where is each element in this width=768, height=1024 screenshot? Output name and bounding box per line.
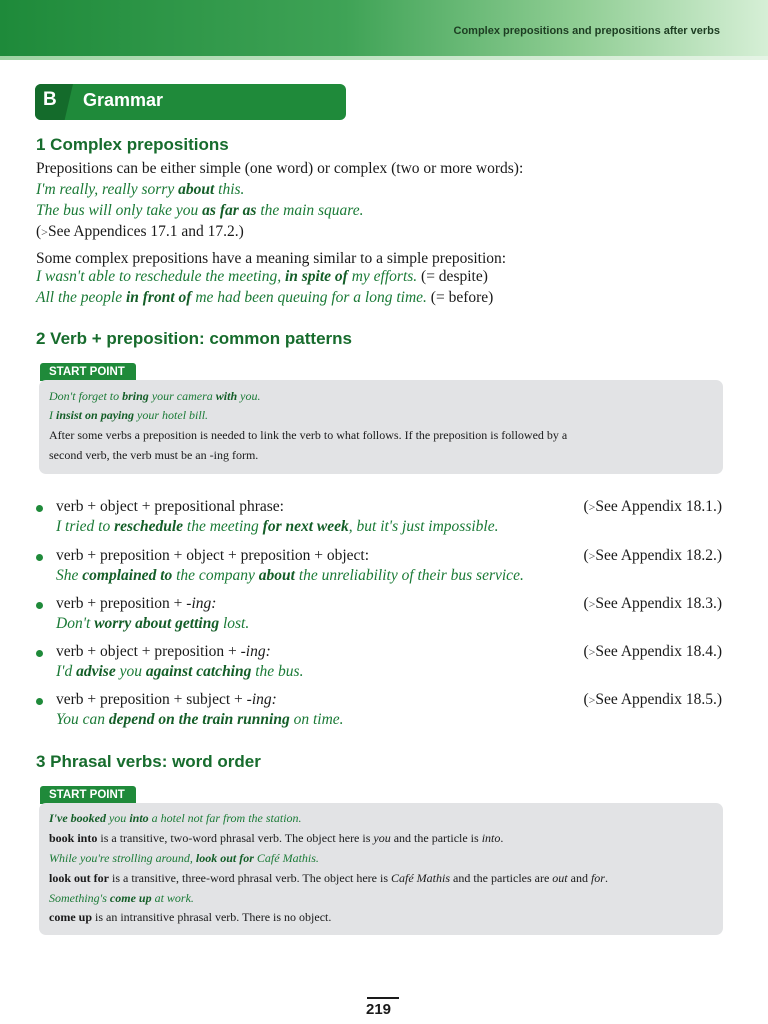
- pattern-5-example: You can depend on the train running on time.: [56, 711, 344, 728]
- pattern-5: verb + preposition + subject + -ing:: [56, 691, 277, 708]
- section-banner: [35, 84, 346, 120]
- section-title: Grammar: [83, 90, 164, 110]
- pattern-1-ref: (>See Appendix 18.1.): [583, 498, 722, 515]
- s1-example-3: I wasn't able to reschedule the meeting, in spite of my efforts. (= despite): [36, 268, 488, 285]
- start-point-box: [39, 380, 723, 474]
- box-example-1: I've booked you into a hotel not far from the station.: [49, 811, 302, 825]
- s1-example-2: The bus will only take you as far as the main square.: [36, 202, 364, 219]
- bullet-icon: [36, 650, 43, 657]
- arrow-icon: >: [588, 597, 596, 611]
- arrow-icon: >: [588, 500, 596, 514]
- s1-intro-2: Some complex prepositions have a meaning similar to a simple preposition:: [36, 250, 507, 267]
- bullet-icon: [36, 505, 43, 512]
- start-point-box: [39, 803, 723, 935]
- heading-phrasal-verbs: 3 Phrasal verbs: word order: [36, 752, 261, 771]
- heading-complex-prepositions: 1 Complex prepositions: [36, 135, 229, 154]
- pattern-4: verb + object + preposition + -ing:: [56, 643, 271, 660]
- pattern-4-example: I'd advise you against catching the bus.: [56, 663, 304, 680]
- section-letter: B: [43, 89, 57, 110]
- heading-verb-preposition: 2 Verb + preposition: common patterns: [36, 329, 352, 348]
- header-band-edge: [0, 56, 768, 60]
- bullet-icon: [36, 602, 43, 609]
- pattern-1: verb + object + prepositional phrase:: [56, 498, 284, 515]
- page-number-rule: [367, 997, 399, 999]
- pattern-2-ref: (>See Appendix 18.2.): [583, 547, 722, 564]
- pattern-3: verb + preposition + -ing:: [56, 595, 217, 612]
- box-example-3: Something's come up at work.: [49, 891, 194, 905]
- box-example-1: Don't forget to bring your camera with you.: [49, 389, 261, 403]
- bullet-icon: [36, 698, 43, 705]
- box-example-2: I insist on paying your hotel bill.: [49, 408, 209, 422]
- pattern-5-ref: (>See Appendix 18.5.): [583, 691, 722, 708]
- pattern-2: verb + preposition + object + preposition + object:: [56, 547, 370, 564]
- box-explanation-2: look out for is a transitive, three-word phrasal verb. The object here is Café Mathis and the particles are out and for.: [49, 871, 608, 885]
- arrow-icon: >: [588, 693, 596, 707]
- box-example-2: While you're strolling around, look out for Café Mathis.: [49, 851, 319, 865]
- box-explanation-1: After some verbs a preposition is needed to link the verb to what follows. If the preposition is followed by a: [49, 428, 568, 442]
- pattern-4-ref: (>See Appendix 18.4.): [583, 643, 722, 660]
- start-point-tag: START POINT: [40, 786, 136, 804]
- pattern-2-example: She complained to the company about the unreliability of their bus service.: [56, 567, 524, 584]
- page-number: 219: [366, 1001, 392, 1018]
- pattern-3-example: Don't worry about getting lost.: [56, 615, 250, 632]
- running-head: Complex prepositions and prepositions after verbs: [453, 25, 720, 37]
- arrow-icon: >: [588, 549, 596, 563]
- arrow-icon: >: [41, 225, 48, 239]
- arrow-icon: >: [588, 645, 596, 659]
- box-explanation-3: come up is an intransitive phrasal verb. There is no object.: [49, 910, 332, 924]
- s1-see-appendices: (>See Appendices 17.1 and 17.2.): [36, 223, 244, 240]
- pattern-1-example: I tried to reschedule the meeting for next week, but it's just impossible.: [56, 518, 499, 535]
- s1-intro: Prepositions can be either simple (one word) or complex (two or more words):: [36, 160, 524, 177]
- pattern-3-ref: (>See Appendix 18.3.): [583, 595, 722, 612]
- bullet-icon: [36, 554, 43, 561]
- box-explanation-2: second verb, the verb must be an -ing form.: [49, 448, 259, 462]
- s1-example-4: All the people in front of me had been queuing for a long time. (= before): [36, 289, 494, 306]
- box-explanation-1: book into is a transitive, two-word phrasal verb. The object here is you and the particle is into.: [49, 831, 504, 845]
- start-point-tag: START POINT: [40, 363, 136, 381]
- s1-example-1: I'm really, really sorry about this.: [36, 181, 245, 198]
